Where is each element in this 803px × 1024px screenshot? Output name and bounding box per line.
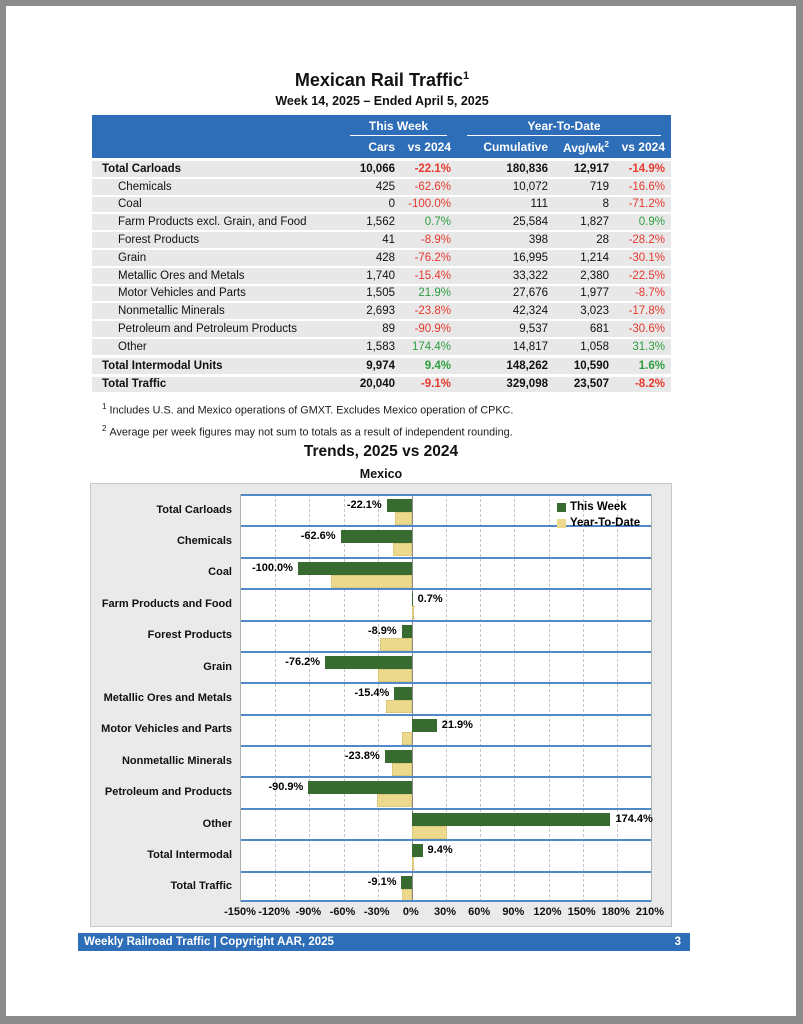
group-header-this-week: This Week (350, 119, 447, 136)
category-label: Farm Products and Food (101, 597, 232, 610)
row-value: -22.5% (628, 269, 665, 282)
row-value: -14.9% (628, 162, 665, 175)
bar-value-label: -22.1% (346, 499, 382, 511)
ytd-bar (412, 857, 414, 870)
x-axis-tick-label: 180% (601, 906, 630, 918)
group-header-ytd: Year-To-Date (467, 119, 661, 136)
title-footnote-marker: 1 (462, 70, 470, 82)
row-value: 10,066 (359, 162, 395, 175)
chart-legend (557, 499, 640, 531)
ytd-bar (380, 638, 412, 651)
category-label: Chemicals (176, 535, 232, 548)
row-value: -76.2% (414, 251, 451, 264)
row-label: Grain (118, 251, 147, 264)
chart-row (241, 808, 651, 839)
row-value: 42,324 (512, 305, 548, 318)
this-week-bar (412, 719, 437, 732)
ytd-bar (378, 669, 412, 682)
category-label: Grain (203, 660, 232, 673)
row-label: Nonmetallic Minerals (118, 305, 225, 318)
report-header (92, 70, 672, 108)
chart-row (241, 588, 651, 619)
row-value: -9.1% (420, 378, 451, 391)
bar-value-label: 174.4% (615, 812, 653, 825)
page-number: 3 (674, 936, 681, 948)
plot-bottom-border (241, 900, 651, 902)
row-value: -23.8% (414, 305, 451, 318)
table-row (92, 212, 671, 230)
category-label: Total Traffic (170, 880, 232, 893)
bar-value-label: -9.1% (367, 875, 397, 888)
row-value: 111 (530, 198, 548, 211)
row-value: 10,072 (512, 180, 548, 193)
table-column-header-row (92, 136, 671, 158)
category-label: Total Carloads (156, 503, 232, 516)
row-value: -30.6% (628, 323, 665, 336)
category-label: Metallic Ores and Metals (103, 692, 232, 704)
row-value: 1,562 (366, 216, 395, 229)
table-row (92, 195, 671, 213)
row-value: -8.2% (634, 378, 665, 391)
x-axis-tick-label: 210% (635, 906, 665, 918)
row-value: 428 (375, 251, 395, 264)
x-axis-tick-label: -30% (363, 906, 390, 918)
this-week-bar (401, 876, 411, 889)
category-label: Total Intermodal (147, 848, 232, 861)
row-value: 681 (589, 323, 609, 336)
row-value: -30.1% (628, 251, 665, 264)
row-value: 31.3% (632, 340, 665, 353)
row-label: Total Intermodal Units (102, 359, 223, 372)
row-value: 425 (375, 180, 395, 193)
row-label: Forest Products (118, 234, 200, 247)
this-week-bar (385, 750, 412, 763)
x-axis-tick-label: 0% (402, 906, 419, 918)
row-value: -62.6% (414, 180, 451, 193)
table-header (92, 115, 671, 158)
table-body (92, 158, 671, 392)
this-week-bar (387, 499, 412, 512)
bar-value-label: -15.4% (354, 687, 390, 700)
row-label: Total Traffic (102, 378, 167, 391)
x-axis-tick-label: -60% (329, 906, 356, 918)
chart-title: Trends, 2025 vs 2024 (303, 443, 459, 460)
footnote-1-text: Includes U.S. and Mexico operations of GMXT. Excludes Mexico operation of CPKC. (109, 404, 514, 417)
bar-value-label: 21.9% (441, 718, 473, 731)
bar-value-label: -23.8% (344, 750, 380, 763)
row-value: 21.9% (418, 287, 451, 300)
footnote-1 (102, 402, 513, 417)
ytd-bar (402, 732, 412, 745)
row-value: 1,583 (366, 340, 395, 353)
footnote-1-marker: 1 (102, 402, 107, 411)
chart-row (241, 620, 651, 651)
row-value: 0.9% (638, 216, 665, 229)
row-label: Total Carloads (102, 162, 182, 175)
row-value: -22.1% (414, 162, 451, 175)
row-value: 3,023 (580, 305, 609, 318)
row-value: -100.0% (408, 198, 451, 211)
row-value: -90.9% (414, 323, 451, 336)
row-label: Other (118, 340, 147, 353)
row-label: Farm Products excl. Grain, and Food (118, 216, 307, 229)
row-label: Chemicals (118, 180, 172, 193)
chart-category-labels (91, 494, 232, 902)
row-value: -8.7% (634, 287, 665, 300)
this-week-bar (402, 625, 412, 638)
row-value: 148,262 (506, 359, 548, 372)
row-value: 1,058 (580, 340, 609, 353)
row-value: 41 (382, 234, 395, 247)
table-row (92, 374, 671, 393)
row-value: 10,590 (573, 359, 609, 372)
footnote-2 (102, 424, 513, 439)
category-label: Coal (208, 566, 232, 579)
row-label: Motor Vehicles and Parts (118, 287, 246, 300)
table-row (92, 230, 671, 248)
row-value: 1,214 (580, 251, 609, 264)
bar-value-label: -90.9% (268, 781, 304, 794)
chart-row (241, 682, 651, 713)
legend-item-ytd (557, 515, 640, 531)
bar-value-label: -100.0% (251, 561, 293, 574)
footer-text: Weekly Railroad Traffic | Copyright AAR, 2025 (84, 936, 334, 948)
chart-row (241, 651, 651, 682)
bar-value-label: 0.7% (417, 593, 443, 606)
legend-label-ytd: Year-To-Date (570, 517, 641, 529)
chart-row (241, 745, 651, 776)
ytd-bar (412, 826, 448, 839)
this-week-bar (412, 593, 413, 606)
x-axis-tick-label: -120% (258, 906, 291, 918)
avg-wk-footnote-marker: 2 (604, 139, 609, 149)
table-row (92, 266, 671, 284)
row-value: 28 (596, 234, 609, 247)
chart-plot-area (240, 494, 652, 902)
chart-subtitle: Mexico (359, 467, 403, 481)
x-axis-tick-label: 120% (533, 906, 562, 918)
footnotes (102, 402, 513, 445)
this-week-bar (308, 781, 412, 794)
footnote-2-text: Average per week figures may not sum to totals as a result of independent rounding. (109, 426, 513, 439)
this-week-bar (412, 813, 611, 826)
row-value: 9.4% (424, 359, 451, 372)
row-value: 12,917 (573, 162, 609, 175)
row-value: 329,098 (506, 378, 548, 391)
table-group-header-row (92, 115, 671, 136)
this-week-bar (394, 687, 412, 700)
ytd-bar (395, 512, 412, 525)
this-week-bar (325, 656, 412, 669)
col-header-cars: Cars (368, 140, 395, 154)
x-axis-tick-label: 90% (502, 906, 525, 918)
row-value: 398 (528, 234, 548, 247)
footnote-2-marker: 2 (102, 423, 107, 433)
table-row (92, 284, 671, 302)
row-value: 2,693 (366, 305, 395, 318)
row-value: 1,505 (366, 287, 395, 300)
row-value: 33,322 (512, 269, 548, 282)
document-page (6, 6, 796, 1016)
bar-value-label: -8.9% (367, 624, 397, 637)
table-row (92, 337, 671, 355)
legend-label-this-week: This Week (570, 501, 627, 513)
bar-value-label: -62.6% (300, 530, 336, 543)
ytd-swatch-icon (557, 519, 566, 528)
row-value: 174.4% (411, 340, 451, 353)
this-week-bar (298, 562, 412, 575)
page-footer (78, 933, 690, 951)
table-row (92, 355, 671, 374)
row-label: Metallic Ores and Metals (118, 269, 245, 282)
row-value: -8.9% (420, 234, 451, 247)
ytd-bar (386, 700, 412, 713)
row-value: 14,817 (512, 340, 548, 353)
row-value: 16,995 (512, 251, 548, 264)
row-value: 0 (388, 198, 395, 211)
trends-chart (90, 483, 672, 927)
table-row (92, 319, 671, 337)
legend-item-this-week (557, 499, 640, 515)
row-value: 9,537 (519, 323, 548, 336)
page-title (92, 70, 672, 91)
row-value: 89 (382, 323, 395, 336)
row-value: 2,380 (580, 269, 609, 282)
row-value: 20,040 (359, 378, 395, 391)
row-value: -28.2% (628, 234, 665, 247)
row-label: Petroleum and Petroleum Products (118, 323, 297, 336)
col-header-ytd-vs2024: vs 2024 (621, 140, 665, 154)
category-label: Motor Vehicles and Parts (101, 723, 232, 736)
category-label: Petroleum and Products (104, 786, 232, 799)
col-header-tw-vs2024: vs 2024 (407, 140, 451, 154)
ytd-bar (392, 763, 412, 776)
ytd-bar (377, 794, 412, 807)
row-value: 23,507 (573, 378, 609, 391)
x-axis-tick-label: 150% (567, 906, 596, 918)
chart-row (241, 776, 651, 807)
chart-row (241, 871, 651, 902)
table-row (92, 248, 671, 266)
ytd-bar (393, 543, 412, 556)
this-week-bar (341, 530, 412, 543)
table-row (92, 301, 671, 319)
x-axis-tick-label: 30% (433, 906, 457, 918)
row-value: 9,974 (366, 359, 395, 372)
chart-row (241, 557, 651, 588)
x-axis-tick-label: -90% (295, 906, 322, 918)
row-value: 27,676 (512, 287, 548, 300)
chart-x-axis (224, 906, 665, 922)
category-label: Nonmetallic Minerals (121, 754, 232, 767)
chart-header (90, 443, 672, 481)
ytd-bar (331, 575, 412, 588)
row-value: -15.4% (414, 269, 451, 282)
row-label: Coal (118, 198, 142, 211)
row-value: -16.6% (628, 180, 665, 193)
row-value: 8 (602, 198, 609, 211)
row-value: 180,836 (506, 162, 548, 175)
chart-row (241, 714, 651, 745)
this-week-bar (412, 844, 423, 857)
ytd-bar (412, 606, 414, 619)
page-subtitle: Week 14, 2025 – Ended April 5, 2025 (275, 94, 489, 108)
row-value: -71.2% (628, 198, 665, 211)
row-value: 1,977 (580, 287, 609, 300)
x-axis-tick-label: 60% (468, 906, 491, 918)
row-value: 1,740 (366, 269, 395, 282)
table-row (92, 158, 671, 177)
row-value: 1,827 (580, 216, 609, 229)
bar-value-label: -76.2% (285, 655, 321, 668)
col-header-avg-wk (554, 140, 615, 155)
table-row (92, 177, 671, 195)
category-label: Other (202, 817, 232, 830)
row-value: -17.8% (628, 305, 665, 318)
category-label: Forest Products (147, 629, 232, 642)
chart-row (241, 839, 651, 870)
bar-value-label: 9.4% (427, 844, 453, 857)
this-week-swatch-icon (557, 503, 566, 512)
traffic-table (92, 115, 671, 392)
row-value: 719 (589, 180, 609, 193)
x-axis-tick-label: -150% (224, 906, 256, 918)
col-header-cumulative: Cumulative (483, 140, 548, 154)
page-title-text: Mexican Rail Traffic (294, 70, 463, 90)
row-value: 1.6% (638, 359, 665, 372)
row-value: 25,584 (512, 216, 548, 229)
row-value: 0.7% (424, 216, 451, 229)
avg-wk-text: Avg/wk (562, 140, 605, 155)
